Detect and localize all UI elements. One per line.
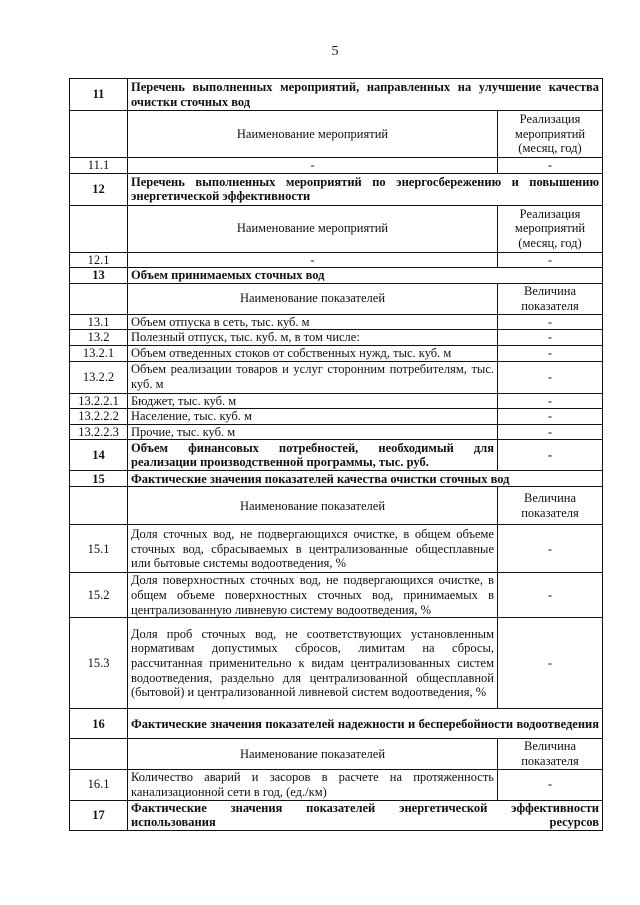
row-description: Прочие, тыс. куб. м <box>128 424 498 440</box>
row-number: 13.2.2.2 <box>70 409 128 425</box>
section-row <box>70 800 603 830</box>
column-header-row <box>70 283 603 314</box>
row-number <box>70 283 128 314</box>
table-row <box>70 361 603 393</box>
table-row <box>70 330 603 346</box>
column-header-value: Величина показателя <box>498 283 603 314</box>
row-value: - <box>498 424 603 440</box>
row-description: - <box>128 252 498 268</box>
row-number: 15.3 <box>70 618 128 709</box>
row-number: 16.1 <box>70 769 128 800</box>
table-row <box>70 345 603 361</box>
table-row <box>70 393 603 409</box>
row-value: - <box>498 618 603 709</box>
section-row <box>70 79 603 111</box>
section-row <box>70 268 603 284</box>
row-number <box>70 487 128 525</box>
row-description: - <box>128 158 498 174</box>
row-value: - <box>498 361 603 393</box>
row-number: 11 <box>70 79 128 111</box>
column-header-row <box>70 111 603 158</box>
row-value: - <box>498 393 603 409</box>
row-number <box>70 111 128 158</box>
column-header-name: Наименование показателей <box>128 487 498 525</box>
section-title: Перечень выполненных мероприятий, направленных на улучшение качества очистки сточных вод <box>128 79 603 111</box>
section-title: Фактические значения показателей качества очистки сточных вод <box>128 471 603 487</box>
row-value: - <box>498 525 603 573</box>
indicator-table <box>69 78 603 831</box>
column-header-row <box>70 205 603 252</box>
row-number: 16 <box>70 709 128 739</box>
row-value: - <box>498 330 603 346</box>
row-value: - <box>498 769 603 800</box>
column-header-name: Наименование мероприятий <box>128 205 498 252</box>
row-number: 17 <box>70 800 128 830</box>
section-title: Объем финансовых потребностей, необходимый для реализации производственной программы, тыс. руб. <box>128 440 498 471</box>
row-value: - <box>498 573 603 618</box>
column-header-value: Величина показателя <box>498 739 603 769</box>
column-header-row <box>70 487 603 525</box>
row-description: Доля сточных вод, не подвергающихся очистке, в общем объеме сточных вод, сбрасываемых в централизованные общесплавные или бытовые системы водоотведения, % <box>128 525 498 573</box>
section-row <box>70 173 603 205</box>
section-row <box>70 709 603 739</box>
row-number: 12.1 <box>70 252 128 268</box>
row-number <box>70 739 128 769</box>
row-description: Объем отпуска в сеть, тыс. куб. м <box>128 314 498 330</box>
table-row <box>70 252 603 268</box>
column-header-value: Величина показателя <box>498 487 603 525</box>
table-row <box>70 314 603 330</box>
section-title: Перечень выполненных мероприятий по энергосбережению и повышению энергетической эффективности <box>128 173 603 205</box>
column-header-value: Реализация мероприятий (месяц, год) <box>498 205 603 252</box>
row-value: - <box>498 158 603 174</box>
row-number: 12 <box>70 173 128 205</box>
row-number: 13.2.2.3 <box>70 424 128 440</box>
row-number: 13 <box>70 268 128 284</box>
row-description: Население, тыс. куб. м <box>128 409 498 425</box>
table-row <box>70 618 603 709</box>
column-header-name: Наименование показателей <box>128 283 498 314</box>
section-row <box>70 440 603 471</box>
row-value: - <box>498 314 603 330</box>
row-number: 13.2.1 <box>70 345 128 361</box>
page-number: 5 <box>331 44 339 59</box>
row-description: Доля проб сточных вод, не соответствующих установленным нормативам допустимых сбросов, лимитам на сбросы, рассчитанная применительно к видам централизованных систем водоотведения, раздельно для централизованной общесплавной (бытовой) и централизованной ливневой систем водоотведения, % <box>128 618 498 709</box>
row-description: Доля поверхностных сточных вод, не подвергающихся очистке, в общем объеме поверхностных сточных вод, принимаемых в централизованную ливневую систему водоотведения, % <box>128 573 498 618</box>
row-number: 13.1 <box>70 314 128 330</box>
row-description: Количество аварий и засоров в расчете на протяженность канализационной сети в год, (ед./км) <box>128 769 498 800</box>
section-title: Фактические значения показателей энергетической эффективности использования ресурсов <box>128 800 603 830</box>
row-number <box>70 205 128 252</box>
row-value: - <box>498 440 603 471</box>
row-description: Бюджет, тыс. куб. м <box>128 393 498 409</box>
column-header-value: Реализация мероприятий (месяц, год) <box>498 111 603 158</box>
section-title: Фактические значения показателей надежности и бесперебойности водоотведения <box>128 709 603 739</box>
row-value: - <box>498 252 603 268</box>
table-row <box>70 769 603 800</box>
row-number: 14 <box>70 440 128 471</box>
row-number: 15.2 <box>70 573 128 618</box>
row-number: 13.2 <box>70 330 128 346</box>
table-row <box>70 573 603 618</box>
row-number: 13.2.2.1 <box>70 393 128 409</box>
table-row <box>70 409 603 425</box>
row-description: Объем реализации товаров и услуг сторонним потребителям, тыс. куб. м <box>128 361 498 393</box>
column-header-name: Наименование мероприятий <box>128 111 498 158</box>
row-value: - <box>498 409 603 425</box>
column-header-row <box>70 739 603 769</box>
row-description: Объем отведенных стоков от собственных нужд, тыс. куб. м <box>128 345 498 361</box>
table-row <box>70 525 603 573</box>
row-description: Полезный отпуск, тыс. куб. м, в том числе: <box>128 330 498 346</box>
table-row <box>70 424 603 440</box>
column-header-name: Наименование показателей <box>128 739 498 769</box>
row-number: 15 <box>70 471 128 487</box>
table-row <box>70 158 603 174</box>
row-number: 11.1 <box>70 158 128 174</box>
row-number: 13.2.2 <box>70 361 128 393</box>
section-row <box>70 471 603 487</box>
row-number: 15.1 <box>70 525 128 573</box>
section-title: Объем принимаемых сточных вод <box>128 268 603 284</box>
row-value: - <box>498 345 603 361</box>
